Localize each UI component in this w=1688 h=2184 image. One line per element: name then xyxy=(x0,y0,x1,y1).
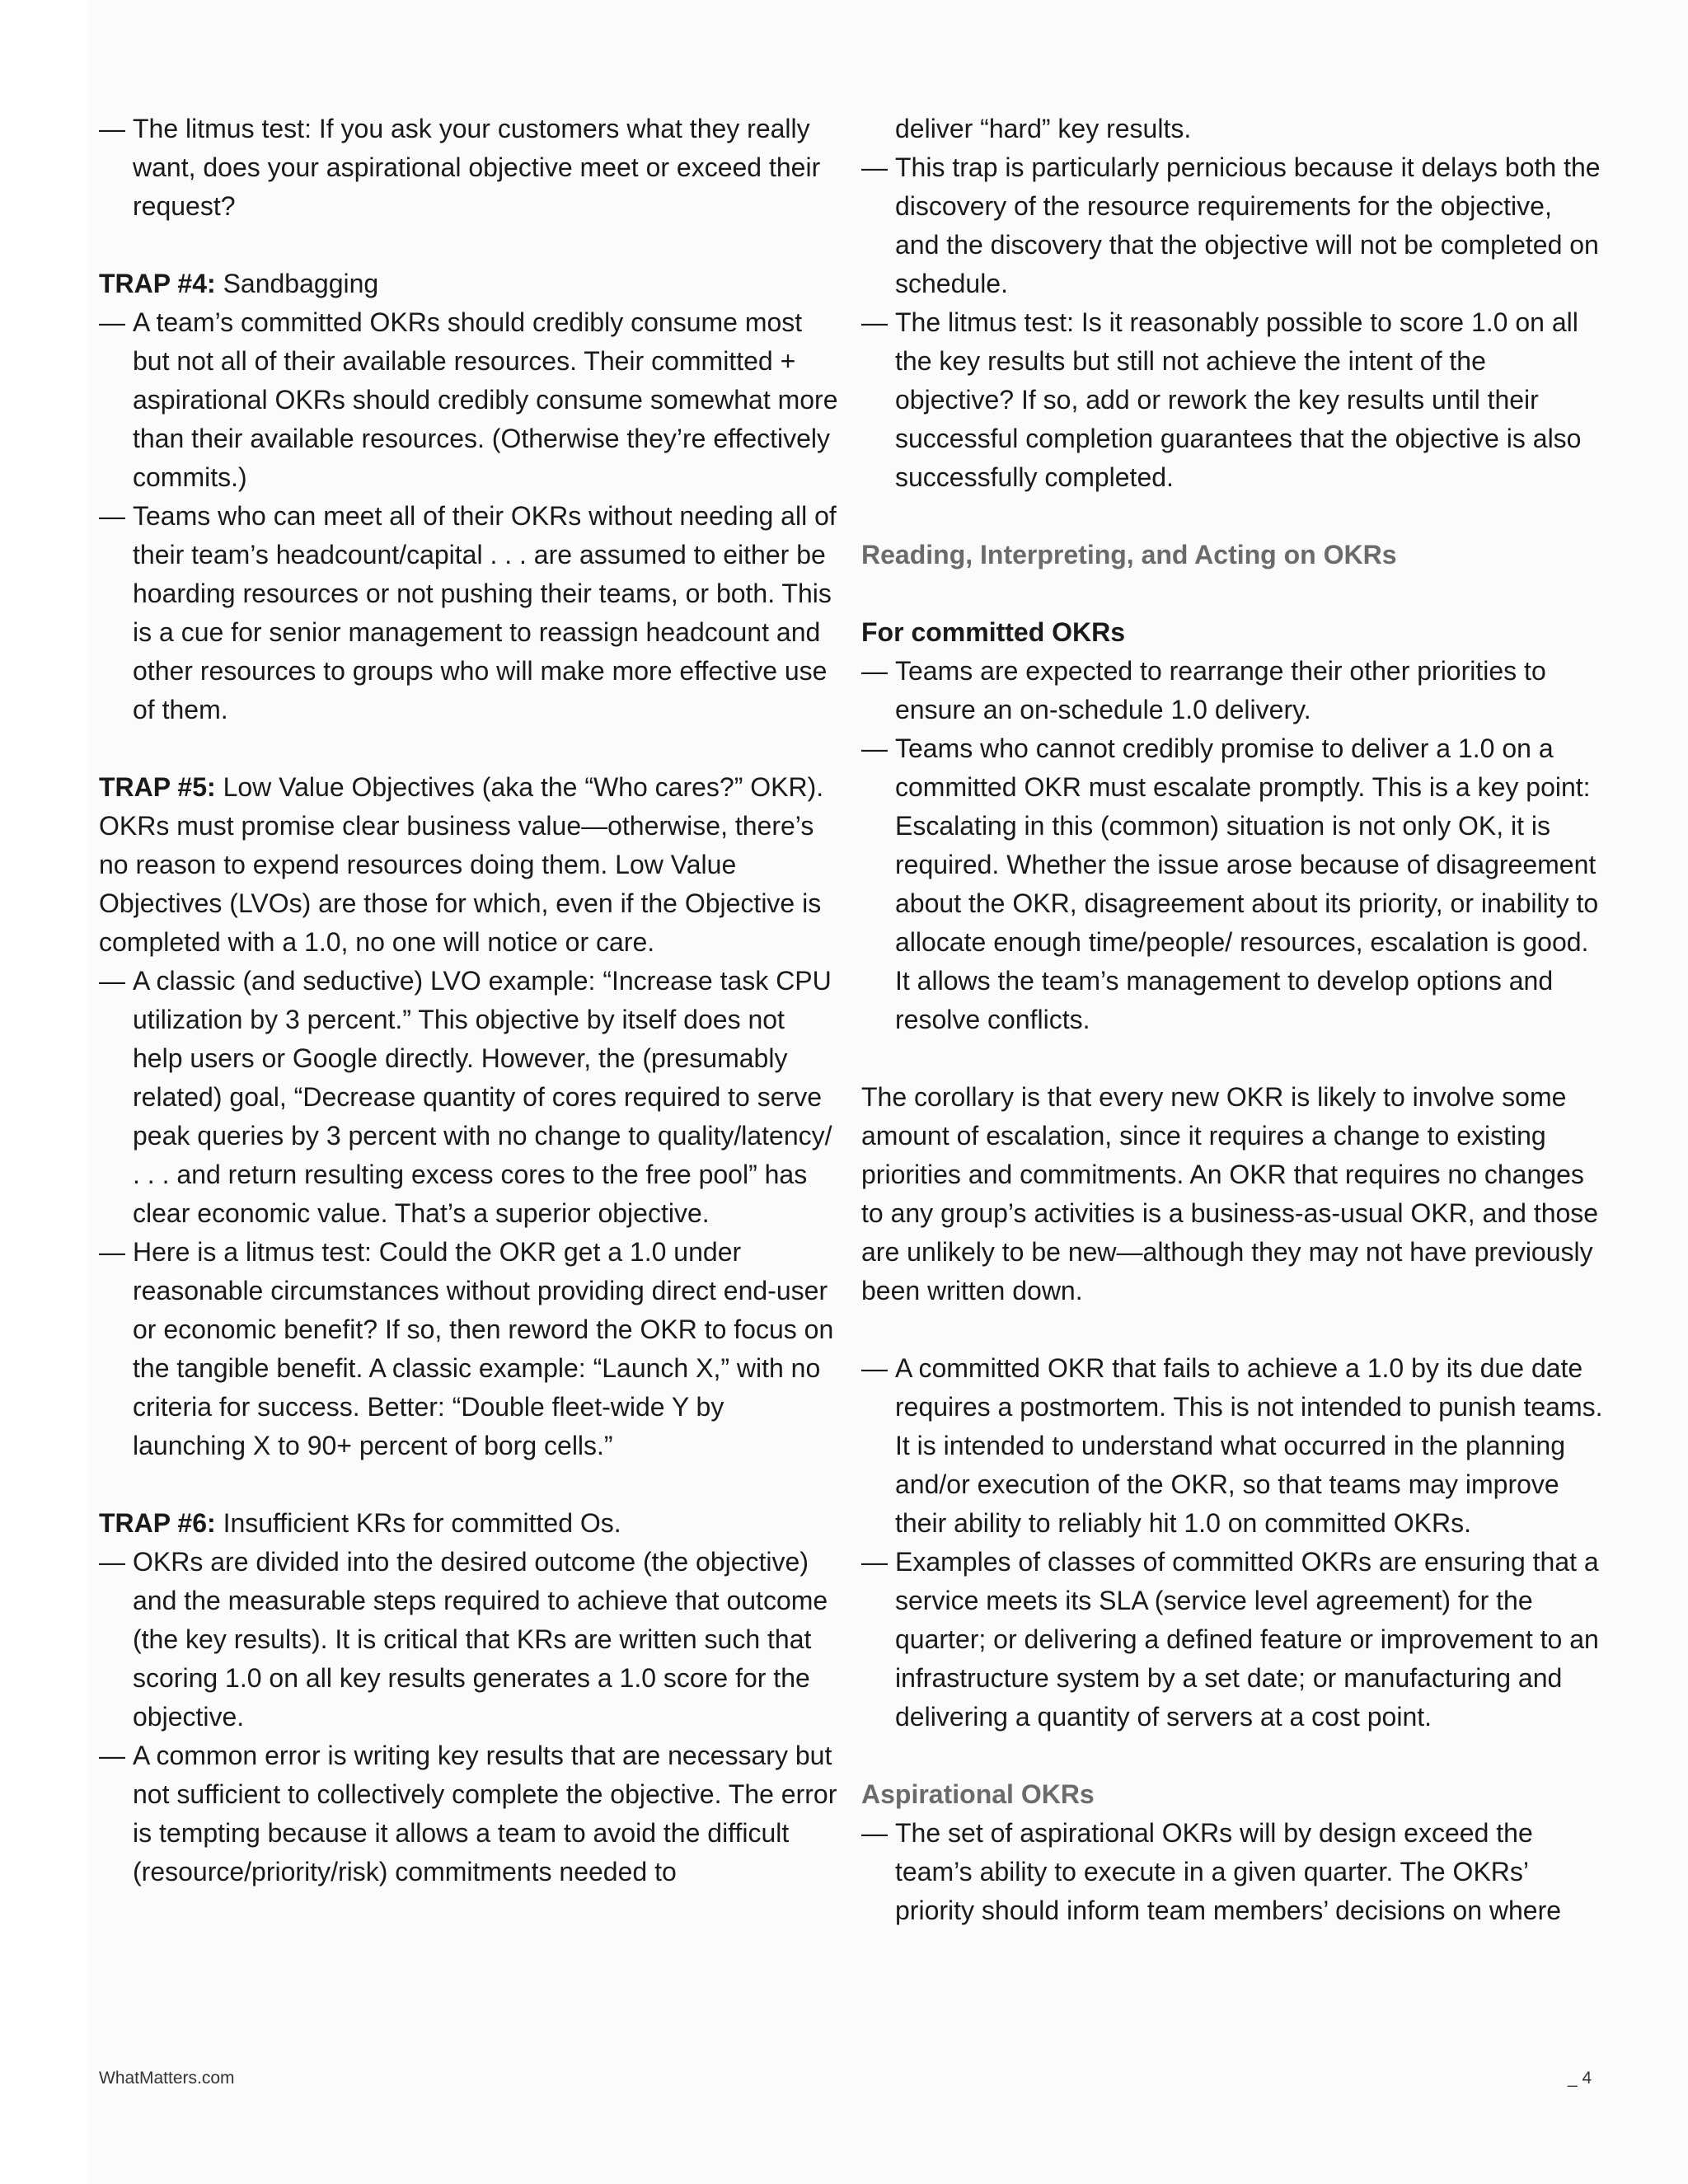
trap6-bullet-2-continued: deliver “hard” key results. xyxy=(895,114,1192,143)
trap5-label: TRAP #5: xyxy=(99,772,216,802)
committed-bullet-1: — Teams are expected to rearrange their other priorities to ensure an on-schedule 1.0 delivery. xyxy=(861,652,1603,729)
trap6-bullet-1: — OKRs are divided into the desired outcome (the objective) and the measurable steps required to achieve that outcome (the key results). It is critical that KRs are written such that scoring 1.0 on all key results generates a 1.0 score for the objective. xyxy=(99,1543,841,1736)
pernicious-trap-bullet: — This trap is particularly pernicious because it delays both the discovery of the resource requirements for the objective, and the discovery that the objective will not be completed on schedule. xyxy=(861,148,1603,303)
trap6-heading xyxy=(99,1504,841,1543)
section-heading-reading-okrs: Reading, Interpreting, and Acting on OKRs xyxy=(861,540,1397,569)
trap4-title: Sandbagging xyxy=(215,269,379,298)
trap5-paragraph xyxy=(99,768,841,962)
trap6-title: Insufficient KRs for committed Os. xyxy=(215,1508,621,1538)
committed-examples-bullet: — Examples of classes of committed OKRs are ensuring that a service meets its SLA (service level agreement) for the quarter; or delivering a defined feature or improvement to an infrastructure system by a set date; or manufacturing and delivering a quantity of servers at a cost point. xyxy=(861,1543,1603,1736)
litmus-test-bullet: — The litmus test: If you ask your customers what they really want, does your aspirational objective meet or exceed their request? xyxy=(99,110,841,226)
corollary-paragraph: The corollary is that every new OKR is likely to involve some amount of escalation, since it requires a change to existing priorities and commitments. An OKR that requires no changes to any group’s activities is a business-as-usual OKR, and those are unlikely to be new—although they may not have previously been written down. xyxy=(861,1082,1599,1305)
aspirational-bullet-1: — The set of aspirational OKRs will by design exceed the team’s ability to execute in a given quarter. The OKRs’ priority should inform team members’ decisions on where xyxy=(861,1814,1603,1930)
trap5-bullet-1: — A classic (and seductive) LVO example: “Increase task CPU utilization by 3 percent.” This objective by itself does not help users or Google directly. However, the (presumably related) goal, “Decrease quantity of cores required to serve peak queries by 3 percent with no change to quality/latency/ . . . and return resulting excess cores to the free pool” has clear economic value. That’s a superior objective. xyxy=(99,962,841,1233)
postmortem-bullet: — A committed OKR that fails to achieve a 1.0 by its due date requires a postmortem. This is not intended to punish teams. It is intended to understand what occurred in the planning and/or execution of the OKR, so that teams may improve their ability to reliably hit 1.0 on committed OKRs. xyxy=(861,1349,1603,1543)
footer-site-link[interactable]: WhatMatters.com xyxy=(99,2069,235,2088)
trap5-intro: Low Value Objectives (aka the “Who cares?” OKR). OKRs must promise clear business value—otherwise, there’s no reason to expend resources doing them. Low Value Objectives (LVOs) are those for which, even if the Objective is completed with a 1.0, no one will notice or care. xyxy=(99,772,824,957)
litmus-test-kr-bullet: — The litmus test: Is it reasonably possible to score 1.0 on all the key results but still not achieve the intent of the objective? If so, add or rework the key results until their successful completion guarantees that the objective is also successfully completed. xyxy=(861,303,1603,497)
committed-okrs-heading: For committed OKRs xyxy=(861,617,1126,647)
trap5-bullet-2: — Here is a litmus test: Could the OKR get a 1.0 under reasonable circumstances without providing direct end-user or economic benefit? If so, then reword the OKR to focus on the tangible benefit. A classic example: “Launch X,” with no criteria for success. Better: “Double fleet-wide Y by launching X to 90+ percent of borg cells.” xyxy=(99,1233,841,1465)
page-number: _ 4 xyxy=(1568,2069,1592,2088)
trap4-bullet-2: — Teams who can meet all of their OKRs without needing all of their team’s headcount/capital . . . are assumed to either be hoarding resources or not pushing their teams, or both. This is a cue for senior management to reassign headcount and other resources to groups who will make more effective use of them. xyxy=(99,497,841,729)
committed-bullet-2: — Teams who cannot credibly promise to deliver a 1.0 on a committed OKR must escalate promptly. This is a key point: Escalating in this (common) situation is not only OK, it is required. Whether the issue arose because of disagreement about the OKR, disagreement about its priority, or inability to allocate enough time/people/ resources, escalation is good. It allows the team’s management to develop options and resolve conflicts. xyxy=(861,729,1603,1039)
trap4-bullet-1: — A team’s committed OKRs should credibly consume most but not all of their available resources. Their committed + aspirational OKRs should credibly consume somewhat more than their available resources. (Otherwise they’re effectively commits.) xyxy=(99,303,841,497)
right-column xyxy=(861,110,1603,1930)
trap6-bullet-2: — A common error is writing key results that are necessary but not sufficient to collectively complete the objective. The error is tempting because it allows a team to avoid the difficult (resource/priority/risk) commitments needed to xyxy=(99,1736,841,1891)
trap4-label: TRAP #4: xyxy=(99,269,216,298)
trap4-heading xyxy=(99,265,841,303)
left-column xyxy=(99,110,841,1891)
aspirational-okrs-heading: Aspirational OKRs xyxy=(861,1779,1095,1809)
trap6-label: TRAP #6: xyxy=(99,1508,216,1538)
